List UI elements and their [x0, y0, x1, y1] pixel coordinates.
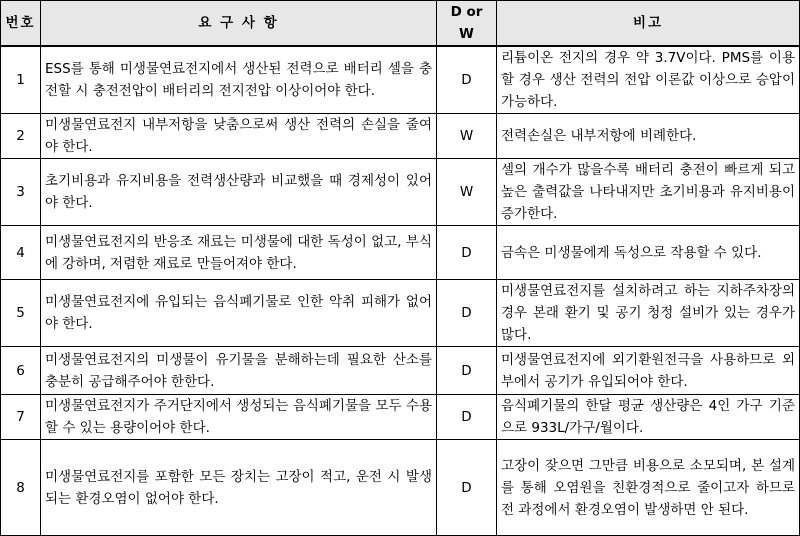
header-num: 번호 [1, 1, 41, 47]
note-cell: 셀의 개수가 많을수록 배터리 충전이 빠르게 되고 높은 출력값을 나타내지만 초기비용과 유지비용이 증가한다. [497, 159, 800, 226]
note-cell: 음식폐기물의 한달 평균 생산량은 4인 가구 기준으로 933L/가구/월이다. [497, 395, 800, 440]
requirement-cell: 미생물연료전지의 미생물이 유기물을 분해하는데 필요한 산소를 충분히 공급해주어야 한한다. [41, 347, 437, 395]
d-or-w-cell: D [437, 226, 497, 280]
requirement-cell: 미생물연료전지가 주거단지에서 생성되는 음식폐기물을 모두 수용할 수 있는 용량이어야 한다. [41, 395, 437, 440]
table-row [1, 114, 800, 159]
row-number: 8 [1, 440, 41, 536]
header-note: 비고 [497, 1, 800, 47]
row-number: 5 [1, 280, 41, 347]
table-row [1, 46, 800, 114]
table-row [1, 159, 800, 226]
d-or-w-cell: W [437, 114, 497, 159]
header-requirement: 요 구 사 항 [41, 1, 437, 47]
header-d-or-w: D or W [437, 1, 497, 47]
row-number: 1 [1, 46, 41, 114]
table-row [1, 395, 800, 440]
row-number: 2 [1, 114, 41, 159]
row-number: 3 [1, 159, 41, 226]
note-cell: 리튬이온 전지의 경우 약 3.7V이다. PMS를 이용할 경우 생산 전력의 전압 이론값 이상으로 승압이 가능하다. [497, 46, 800, 114]
note-cell: 미생물연료전지에 외기환원전극을 사용하므로 외부에서 공기가 유입되어야 한다. [497, 347, 800, 395]
row-number: 7 [1, 395, 41, 440]
d-or-w-cell: D [437, 280, 497, 347]
requirement-cell: 미생물연료전지에 유입되는 음식폐기물로 인한 악취 피해가 없어야 한다. [41, 280, 437, 347]
d-or-w-cell: D [437, 440, 497, 536]
header-row [1, 1, 800, 47]
table-row [1, 347, 800, 395]
table-row [1, 440, 800, 536]
table-row [1, 226, 800, 280]
d-or-w-cell: D [437, 46, 497, 114]
note-cell: 금속은 미생물에게 독성으로 작용할 수 있다. [497, 226, 800, 280]
row-number: 6 [1, 347, 41, 395]
note-cell: 고장이 잦으면 그만큼 비용으로 소모되며, 본 설계를 통해 오염원을 친환경적으로 줄이고자 하므로 전 과정에서 환경오염이 발생하면 안 된다. [497, 440, 800, 536]
d-or-w-cell: D [437, 347, 497, 395]
requirement-cell: 미생물연료전지의 반응조 재료는 미생물에 대한 독성이 없고, 부식에 강하며, 저렴한 재료로 만들어져야 한다. [41, 226, 437, 280]
requirement-cell: 초기비용과 유지비용을 전력생산량과 비교했을 때 경제성이 있어야 한다. [41, 159, 437, 226]
requirement-cell: ESS를 통해 미생물연료전지에서 생산된 전력으로 배터리 셀을 충전할 시 충전전압이 배터리의 전지전압 이상이어야 한다. [41, 46, 437, 114]
requirement-cell: 미생물연료전지를 포함한 모든 장치는 고장이 적고, 운전 시 발생되는 환경오염이 없어야 한다. [41, 440, 437, 536]
table-row [1, 280, 800, 347]
d-or-w-cell: W [437, 159, 497, 226]
requirement-cell: 미생물연료전지 내부저항을 낮춤으로써 생산 전력의 손실을 줄여야 한다. [41, 114, 437, 159]
row-number: 4 [1, 226, 41, 280]
note-cell: 전력손실은 내부저항에 비례한다. [497, 114, 800, 159]
note-cell: 미생물연료전지를 설치하려고 하는 지하주차장의 경우 본래 환기 및 공기 청정 설비가 있는 경우가 많다. [497, 280, 800, 347]
d-or-w-cell: D [437, 395, 497, 440]
